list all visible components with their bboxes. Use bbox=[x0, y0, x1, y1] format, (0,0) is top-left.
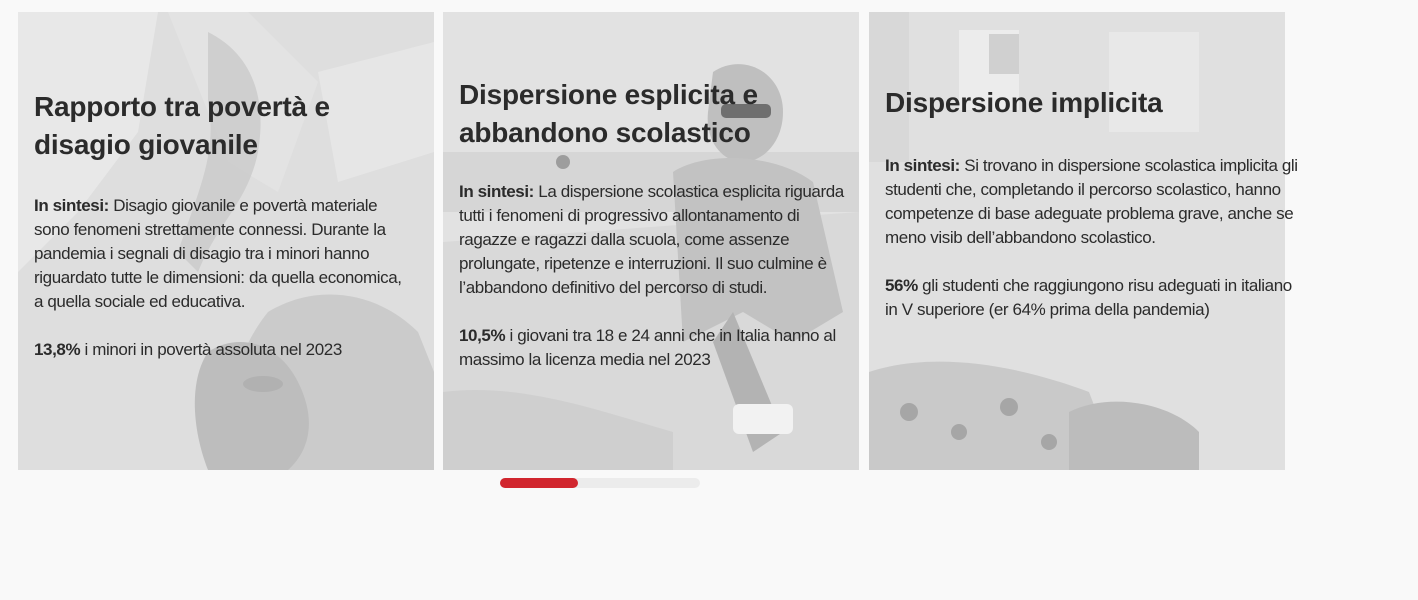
summary-label: In sintesi: bbox=[34, 196, 109, 215]
carousel-progress-fill bbox=[500, 478, 578, 488]
stat-text: i giovani tra 18 e 24 anni che in Italia hanno al massimo la licenza media nel 2023 bbox=[459, 326, 836, 369]
stat-value: 13,8% bbox=[34, 340, 81, 359]
card-title: Dispersione esplicita e abbandono scolastico bbox=[459, 79, 758, 148]
card-title: Rapporto tra povertà e disagio giovanile bbox=[34, 91, 330, 160]
card-implicit-dropout[interactable] bbox=[869, 12, 1298, 470]
card-content bbox=[459, 76, 851, 372]
stat-text: gli studenti che raggiungono risu adeguati in italiano in V superiore (er 64% prima della pandemia) bbox=[885, 276, 1292, 319]
card-summary bbox=[34, 194, 414, 314]
card-summary bbox=[885, 154, 1305, 250]
carousel-progress-bar[interactable] bbox=[500, 478, 700, 488]
summary-label: In sintesi: bbox=[459, 182, 534, 201]
summary-label: In sintesi: bbox=[885, 156, 960, 175]
card-content bbox=[885, 84, 1305, 322]
stat-value: 10,5% bbox=[459, 326, 506, 345]
carousel-track bbox=[18, 12, 1418, 470]
card-content bbox=[34, 88, 414, 362]
card-stat bbox=[34, 338, 414, 362]
card-summary bbox=[459, 180, 851, 300]
summary-text: Disagio giovanile e povertà materiale sono fenomeni strettamente connessi. Durante la pandemia i segnali di disagio tra i minori hanno riguardato tutte le dimensioni: da quella economica, a quella sociale ed educativa. bbox=[34, 196, 402, 311]
stat-value: 56% bbox=[885, 276, 918, 295]
card-title: Dispersione implicita bbox=[885, 87, 1163, 118]
card-stat bbox=[885, 274, 1305, 322]
summary-text: Si trovano in dispersione scolastica implicita gli studenti che, completando il percorso scolastico, hanno competenze di base adeguate problema grave, anche se meno visib dell’abbandono scolastico. bbox=[885, 156, 1298, 247]
card-poverty-youth-distress[interactable] bbox=[18, 12, 434, 470]
card-stat bbox=[459, 324, 851, 372]
stat-text: i minori in povertà assoluta nel 2023 bbox=[80, 340, 342, 359]
card-explicit-dropout[interactable] bbox=[443, 12, 859, 470]
summary-text: La dispersione scolastica esplicita riguarda tutti i fenomeni di progressivo allontanamento di ragazze e ragazzi dalla scuola, come assenze prolungate, ripetenze e interruzioni. Il suo culmine è l’abbandono definitivo del percorso di studi. bbox=[459, 182, 844, 297]
